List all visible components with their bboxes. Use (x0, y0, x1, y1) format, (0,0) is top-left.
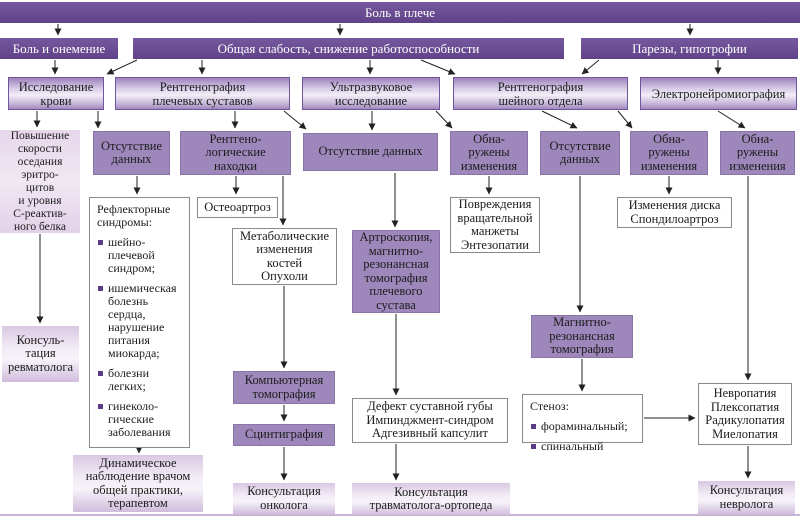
ct-box-line: Компьютерная (244, 373, 324, 387)
changes-found-cervical-box-line: изменения (640, 158, 698, 173)
gp-followup-box-line: общей практики, (92, 482, 184, 497)
rotator-cuff-box-line: манжеты (471, 224, 519, 238)
mri-cervical-box (531, 315, 633, 358)
weakness-bar-line: Общая слабость, снижение работоспособности (217, 40, 480, 56)
oncologist-consult-box-line: онколога (260, 497, 308, 512)
no-findings-cervical-box-line: данных (560, 152, 600, 166)
no-findings-cervical-box-line: Отсутствие (549, 138, 611, 153)
blood-test-box (8, 77, 104, 110)
metabolic-changes-box-line: Метаболические (239, 228, 330, 243)
flow-arrow (718, 111, 745, 128)
rheumatologist-consult-box-line: Консуль- (16, 332, 65, 347)
reflex-syndromes-list (89, 197, 190, 448)
paresis-bar-line: Парезы, гипотрофии (632, 40, 747, 56)
ultrasound-box-line: исследование (334, 93, 408, 108)
shoulder-xray-box-line: плечевых суставов (152, 93, 253, 108)
changes-found-ultrasound-box (450, 131, 528, 175)
rheumatologist-consult-box (2, 326, 79, 382)
reflex-syndromes-list-item: болезни легких; (96, 367, 186, 393)
rotator-cuff-box-line: Энтезопатии (461, 237, 529, 252)
rheumatologist-consult-box-line: ревматолога (7, 359, 74, 374)
traumatologist-consult-box (352, 483, 510, 515)
ultrasound-box (302, 77, 440, 110)
esr-crp-box (0, 130, 80, 233)
esr-crp-box-line: цитов (25, 181, 55, 194)
changes-found-enmg-box-line: ружены (736, 145, 779, 160)
stenosis-list-item: фораминальный; (529, 420, 639, 433)
arthroscopy-mri-box-line: Артроскопия, (359, 230, 433, 244)
esr-crp-box-line: оседания (17, 155, 63, 168)
neurologist-consult-box (698, 481, 795, 514)
disc-changes-box (617, 197, 732, 228)
bullet-square-icon (531, 424, 536, 429)
shoulder-pain-bar-line: Боль в плече (364, 4, 436, 20)
changes-found-enmg-box-line: Обна- (741, 131, 774, 146)
bullet-square-icon (98, 240, 103, 245)
changes-found-cervical-box-line: ружены (648, 145, 690, 160)
traumatologist-consult-box-line: травматолога-ортопеда (369, 498, 493, 512)
cervical-xray-box-line: Рентгенография (497, 79, 584, 94)
metabolic-changes-box-line: изменения (256, 242, 313, 256)
gp-followup-box-line: наблюдение врачом (85, 469, 191, 483)
labrum-defect-box-line: Адгезивный капсулит (372, 426, 488, 441)
arthroscopy-mri-box (352, 230, 440, 313)
traumatologist-consult-box-line: Консультация (394, 484, 468, 499)
esr-crp-box-line: Повышение (10, 129, 70, 142)
ultrasound-box-line: Ультразвуковое (329, 79, 413, 94)
arthroscopy-mri-box-line: томография (364, 270, 428, 285)
reflex-syndromes-list-item: ишемическая болезнь сердца, нарушение питания миокарда; (96, 282, 186, 360)
reflex-syndromes-list-item: гинеколо- гические заболевания (96, 400, 186, 439)
flow-arrow (436, 111, 452, 128)
metabolic-changes-box-line: костей (266, 255, 303, 270)
weakness-bar (133, 38, 564, 59)
esr-crp-box-line: ного белка (13, 220, 67, 233)
scintigraphy-box (233, 424, 335, 446)
gp-followup-box-line: Динамическое (99, 455, 177, 470)
changes-found-cervical-box-line: Обна- (653, 131, 685, 146)
metabolic-changes-box (232, 228, 337, 285)
shoulder-xray-box (115, 77, 290, 110)
reflex-syndromes-list-heading: Рефлекторные синдромы: (97, 202, 171, 229)
blood-test-box-line: Исследование (18, 79, 94, 94)
pain-numbness-bar-line: Боль и онемение (12, 40, 106, 56)
gp-followup-box (73, 455, 203, 512)
rotator-cuff-box-line: вращательной (457, 210, 533, 225)
changes-found-enmg-box (720, 131, 795, 175)
neuropathy-box-line: Плексопатия (710, 399, 780, 414)
osteoarthrosis-box (197, 197, 278, 218)
stenosis-list-item: спинальный (529, 440, 639, 453)
mri-cervical-box-line: резонансная (549, 328, 615, 343)
flow-arrow (618, 111, 632, 128)
rheumatologist-consult-box-line: тация (25, 346, 56, 361)
osteoarthrosis-box-line: Остеоартроз (204, 199, 271, 214)
oncologist-consult-box (233, 483, 335, 514)
bullet-square-icon (98, 286, 103, 291)
no-findings-cervical-box (540, 131, 620, 175)
cervical-xray-box-line: шейного отдела (498, 93, 583, 108)
changes-found-enmg-box-line: изменения (729, 158, 786, 173)
no-findings-imaging-box-line: Отсутствие данных (318, 144, 423, 159)
bullet-square-icon (98, 371, 103, 376)
reflex-syndromes-list-item: шейно- плечевой синдром; (96, 236, 186, 275)
xray-findings-box-line: находки (213, 158, 258, 173)
rotator-cuff-box (450, 197, 540, 253)
shoulder-pain-bar (0, 2, 800, 23)
no-findings-blood-box-line: Отсутствие (100, 138, 163, 153)
rotator-cuff-box-line: Повреждения (458, 197, 532, 211)
ct-box-line: томография (252, 386, 316, 401)
changes-found-ultrasound-box-line: Обна- (473, 131, 505, 146)
flow-arrow (107, 60, 137, 74)
labrum-defect-box (352, 398, 508, 443)
no-findings-blood-box (93, 131, 170, 175)
stenosis-list-heading: Стеноз: (530, 399, 569, 413)
stenosis-list (522, 394, 643, 453)
disc-changes-box-line: Спондилоартроз (630, 211, 719, 226)
electroneuromyography-box (640, 77, 797, 110)
flow-arrow (421, 60, 455, 74)
metabolic-changes-box-line: Опухоли (261, 269, 308, 283)
gp-followup-box-line: терапевтом (108, 496, 168, 510)
neuropathy-box-line: Радикулопатия (705, 413, 785, 427)
no-findings-imaging-box (303, 133, 438, 171)
no-findings-blood-box-line: данных (111, 152, 152, 166)
arthroscopy-mri-box-line: сустава (376, 297, 416, 312)
arthroscopy-mri-box-line: магнитно- (368, 243, 424, 258)
paresis-bar (581, 38, 798, 59)
pain-numbness-bar (0, 38, 118, 59)
changes-found-ultrasound-box-line: ружены (468, 145, 510, 160)
flow-arrow (284, 111, 306, 129)
bullet-square-icon (98, 404, 103, 409)
arthroscopy-mri-box-line: резонансная (363, 257, 429, 271)
esr-crp-box-line: С-реактив- (13, 207, 67, 220)
neurologist-consult-box-line: невролога (719, 496, 774, 511)
labrum-defect-box-line: Дефект суставной губы (367, 399, 493, 414)
xray-findings-box-line: Рентгено- (209, 131, 262, 146)
flow-arrow (542, 111, 577, 128)
flow-arrow (582, 60, 599, 74)
oncologist-consult-box-line: Консультация (247, 484, 321, 498)
neuropathy-box-line: Миелопатия (712, 426, 778, 441)
blood-test-box-line: крови (40, 93, 72, 108)
arthroscopy-mri-box-line: плечевого (369, 284, 423, 298)
bullet-square-icon (531, 444, 536, 449)
xray-findings-box (180, 131, 291, 175)
esr-crp-box-line: и уровня (18, 194, 62, 207)
mri-cervical-box-line: Магнитно- (553, 315, 611, 330)
neuropathy-box-line: Невропатия (713, 386, 777, 400)
changes-found-cervical-box (630, 131, 708, 175)
neuropathy-box (698, 383, 792, 445)
neurologist-consult-box-line: Консультация (709, 483, 784, 497)
ct-box (233, 371, 335, 404)
mri-cervical-box-line: томография (550, 342, 614, 357)
esr-crp-box-line: скорости (18, 142, 62, 155)
labrum-defect-box-line: Импинджмент-синдром (366, 412, 494, 427)
electroneuromyography-box-line: Электронейромиография (651, 86, 786, 101)
changes-found-ultrasound-box-line: изменения (460, 158, 518, 173)
disc-changes-box-line: Изменения диска (628, 198, 721, 212)
scintigraphy-box-line: Сцинтиграфия (244, 427, 324, 442)
esr-crp-box-line: эритро- (21, 168, 59, 181)
cervical-xray-box (453, 77, 628, 110)
shoulder-xray-box-line: Рентгенография (159, 79, 246, 94)
xray-findings-box-line: логические (205, 145, 266, 160)
